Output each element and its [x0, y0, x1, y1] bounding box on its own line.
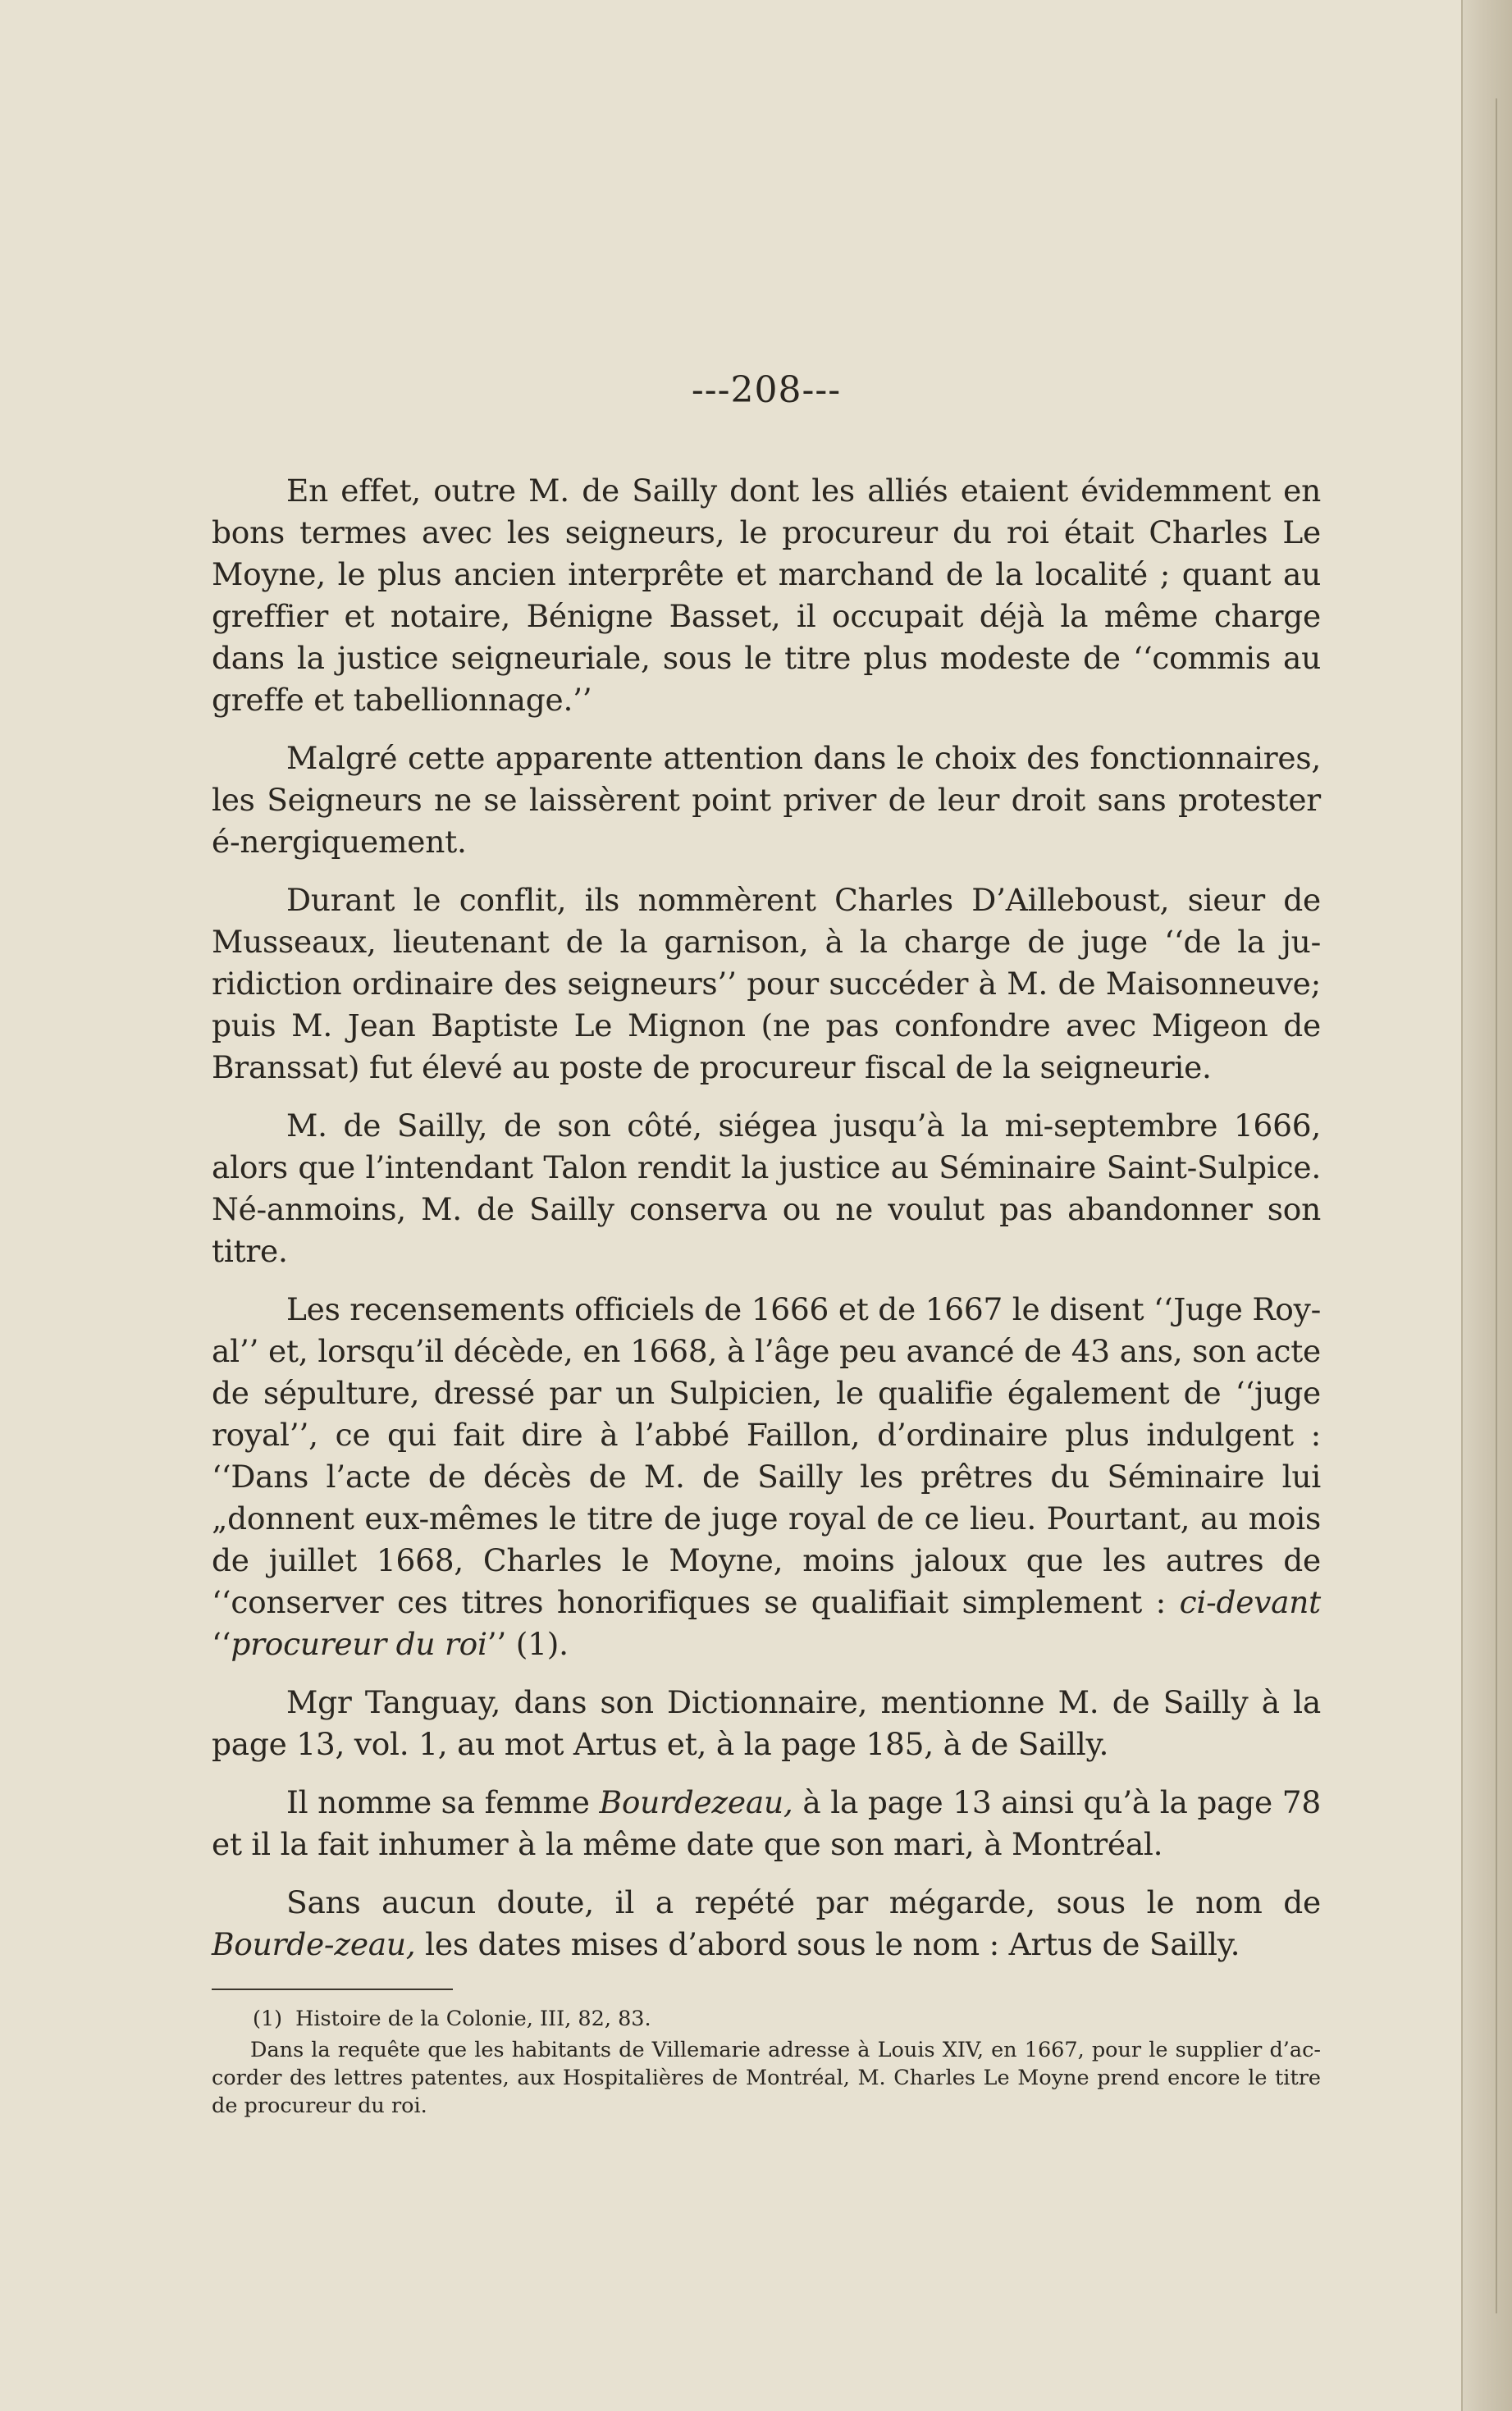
footnote-divider: [212, 1989, 453, 1990]
paragraph-3: Durant le conflit, ils nommèrent Charles D’Ailleboust, sieur de Musseaux, lieutenant de la garnison, à la charge de juge ‘‘de la ju-ridiction ordinaire des seigneurs’’ pour succéder à M. de Maisonneuve; puis M. Jean Baptiste Le Mignon (ne pas confondre avec Migeon de Branssat) fut élevé au poste de procureur fiscal de la seigneurie.: [212, 882, 1321, 1085]
paragraph-7-start: Il nomme sa femme: [286, 1784, 600, 1820]
paragraph-4: M. de Sailly, de son côté, siégea jusqu’à la mi-septembre 1666, alors que l’intendant Talon rendit la justice au Séminaire Saint-Sulpice. Né-anmoins, M. de Sailly conserva ou ne voulut pas abandonner son titre.: [212, 1107, 1321, 1269]
paragraph-8: [212, 1882, 1321, 1966]
paragraph-5-italic-procureur: procureur du roi: [231, 1626, 487, 1662]
page-edge: [1461, 0, 1512, 2411]
paragraph-7-italic: Bourdezeau,: [599, 1784, 793, 1820]
page-edge-line: [1496, 98, 1497, 2313]
paragraph-8-italic: Bourde-zeau,: [212, 1926, 416, 1962]
paragraph-2: Malgré cette apparente attention dans le choix des fonctionnaires, les Seigneurs ne se laissèrent point priver de leur droit sans protester é-nergiquement.: [212, 740, 1321, 860]
paragraph-5-quote: ‘‘: [212, 1626, 231, 1662]
paragraph-5: [212, 1289, 1321, 1665]
page-number: ---208---: [691, 369, 842, 411]
paragraph-5-italic-ci-devant: ci-devant: [1179, 1584, 1321, 1620]
paragraph-5-tail: ’’ (1).: [486, 1626, 569, 1662]
page-content: [212, 369, 1321, 2123]
footnote-source: Histoire de la Colonie, III, 82, 83.: [295, 2007, 651, 2031]
paragraph-8-start: Sans aucun doute, il a repété par mégarde, sous le nom de: [286, 1884, 1321, 1920]
paragraph-1: En effet, outre M. de Sailly dont les alliés etaient évidemment en bons termes avec les seigneurs, le procureur du roi était Charles Le Moyne, le plus ancien interprête et marchand de la localité ; quant au greffier et notaire, Bénigne Basset, il occupait déjà la même charge dans la justice seigneuriale, sous le titre plus modeste de ‘‘commis au greffe et tabellionnage.’’: [212, 473, 1321, 718]
paragraph-7: [212, 1782, 1321, 1865]
paragraph-5-text: Les recensements officiels de 1666 et de 1667 le disent ‘‘Juge Roy-al’’ et, lorsqu’il décède, en 1668, à l’âge peu avancé de 43 ans, son acte de sépulture, dressé par un Sulpicien, le qualifie également de ‘‘juge royal’’, ce qui fait dire à l’abbé Faillon, d’ordinaire plus indulgent : ‘‘Dans l’acte de décès de M. de Sailly les prêtres du Séminaire lui „donnent eux-mêmes le titre de juge royal de ce lieu. Pourtant, au mois de juillet 1668, Charles le Moyne, moins jaloux que les autres de ‘‘conserver ces titres honorifiques se qualifiait simplement :: [212, 1291, 1321, 1620]
paragraph-6: Mgr Tanguay, dans son Dictionnaire, mentionne M. de Sailly à la page 13, vol. 1, au mot Artus et, à la page 185, à de Sailly.: [212, 1684, 1321, 1762]
paragraph-7-end: à la page 13 ainsi qu’à la page 78 et il la fait inhumer à la même date que son mari, à Montréal.: [212, 1784, 1321, 1862]
footnote-1: [212, 2005, 1321, 2033]
paragraph-8-end: les dates mises d’abord sous le nom : Artus de Sailly.: [415, 1926, 1240, 1962]
footnote-ref: (1): [253, 2007, 283, 2031]
footnote-body: Dans la requête que les habitants de Villemarie adresse à Louis XIV, en 1667, pour le supplier d’ac-corder des lettres patentes, aux Hospitalières de Montréal, M. Charles Le Moyne prend encore le titre de procureur du roi.: [212, 2038, 1321, 2118]
